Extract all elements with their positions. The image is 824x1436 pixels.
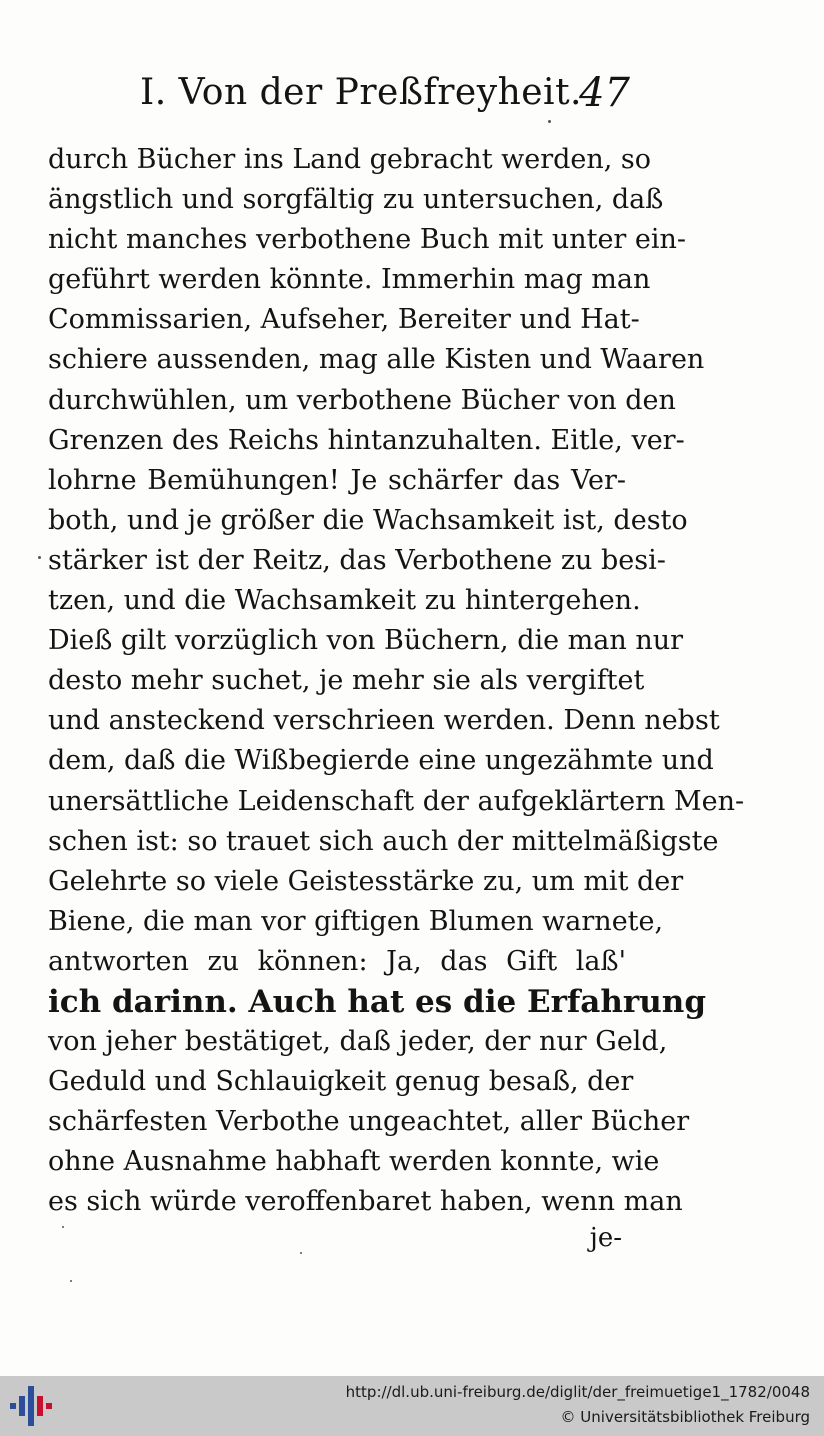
text-line: Grenzen des Reichs hintanzuhalten. Eitle, ver- bbox=[48, 424, 685, 456]
library-logo-icon bbox=[10, 1386, 54, 1426]
text-line: both, und je größer die Wachsamkeit ist, desto bbox=[48, 504, 688, 536]
text-line: desto mehr suchet, je mehr sie als vergiftet bbox=[48, 665, 645, 697]
ink-speck bbox=[300, 1252, 302, 1254]
page-number: 47 bbox=[579, 70, 630, 116]
ink-speck bbox=[38, 556, 41, 559]
page-header bbox=[140, 68, 630, 124]
text-line: geführt werden könnte. Immerhin mag man bbox=[48, 264, 651, 296]
text-line: schen ist: so trauet sich auch der mittelmäßigste bbox=[48, 825, 719, 857]
copyright-notice: © Universitätsbibliothek Freiburg bbox=[560, 1408, 810, 1426]
text-line: Commissarien, Aufseher, Bereiter und Hat- bbox=[48, 304, 640, 336]
text-line: es sich würde veroffenbaret haben, wenn man bbox=[48, 1186, 683, 1218]
ink-speck bbox=[62, 1226, 64, 1228]
text-line: ohne Ausnahme habhaft werden konnte, wie bbox=[48, 1146, 660, 1178]
text-line: antworten zu können: Ja, das Gift laß' bbox=[48, 945, 626, 977]
text-line: von jeher bestätiget, daß jeder, der nur Geld, bbox=[48, 1026, 668, 1058]
text-line: stärker ist der Reitz, das Verbothene zu besi- bbox=[48, 544, 666, 576]
text-line: Geduld und Schlauigkeit genug besaß, der bbox=[48, 1066, 634, 1098]
text-line: unersättliche Leidenschaft der aufgeklärtern Men- bbox=[48, 785, 745, 817]
text-line: Dieß gilt vorzüglich von Büchern, die man nur bbox=[48, 625, 684, 657]
text-line: dem, daß die Wißbegierde eine ungezähmte und bbox=[48, 745, 714, 777]
text-line: lohrne Bemühungen! Je schärfer das Ver- bbox=[48, 464, 626, 496]
text-line: und ansteckend verschrieen werden. Denn nebst bbox=[48, 705, 720, 737]
text-line: durch Bücher ins Land gebracht werden, so bbox=[48, 144, 652, 175]
text-line: nicht manches verbothene Buch mit unter ein- bbox=[48, 224, 687, 256]
text-line: schärfesten Verbothe ungeachtet, aller Bücher bbox=[48, 1106, 690, 1138]
text-line: Gelehrte so viele Geistesstärke zu, um mit der bbox=[48, 865, 684, 897]
text-line-emphasis: ich darinn. Auch hat es die Erfahrung bbox=[48, 983, 706, 1020]
permalink[interactable]: http://dl.ub.uni-freiburg.de/diglit/der_freimuetige1_1782/0048 bbox=[345, 1383, 810, 1401]
catchword: je- bbox=[589, 1223, 622, 1253]
ink-speck bbox=[70, 1280, 72, 1282]
running-head: I. Von der Preßfreyheit. bbox=[140, 72, 582, 113]
viewer-footer bbox=[0, 1376, 824, 1436]
body-text bbox=[48, 140, 745, 1223]
text-line: durchwühlen, um verbothene Bücher von den bbox=[48, 384, 676, 416]
ink-speck bbox=[548, 120, 551, 123]
text-line: Biene, die man vor giftigen Blumen warnete, bbox=[48, 905, 664, 937]
text-line: tzen, und die Wachsamkeit zu hintergehen. bbox=[48, 585, 641, 617]
text-line: ängstlich und sorgfältig zu untersuchen, daß bbox=[48, 184, 664, 216]
text-line: schiere aussenden, mag alle Kisten und Waaren bbox=[48, 344, 705, 376]
